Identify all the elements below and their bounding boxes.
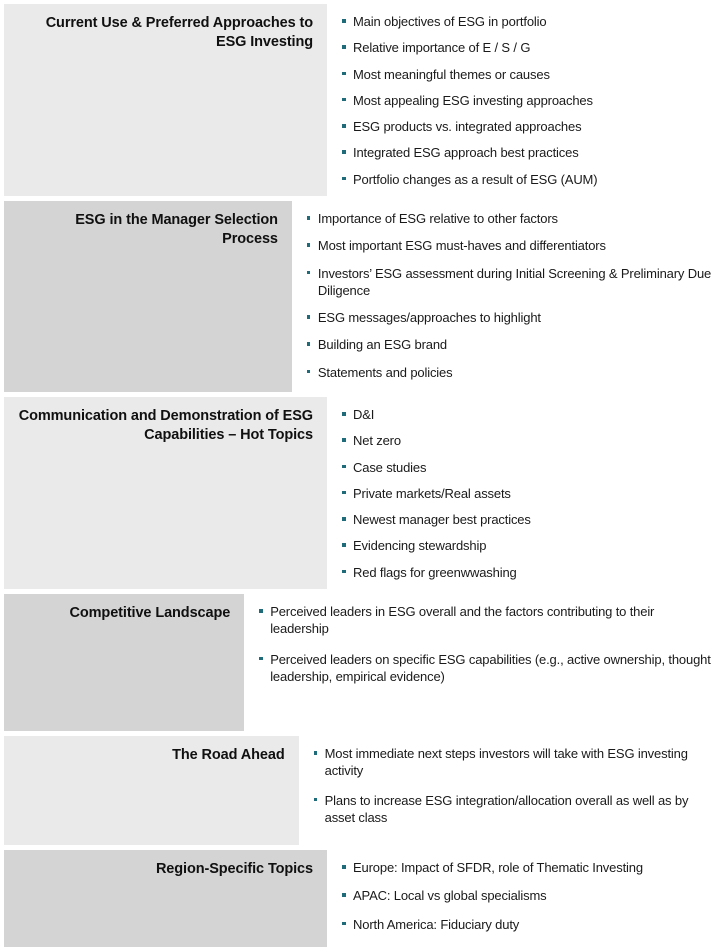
topic-bullets-cell bbox=[332, 850, 720, 947]
topic-label-cell bbox=[4, 594, 244, 731]
bullet-square-icon bbox=[342, 893, 346, 897]
bullet-square-icon bbox=[314, 751, 318, 755]
bullet-square-icon bbox=[342, 177, 346, 181]
bullet-square-icon bbox=[342, 19, 346, 23]
topic-bullet-text: Perceived leaders on specific ESG capabilities (e.g., active ownership, thought leadership, empirical evidence) bbox=[270, 651, 711, 684]
topic-bullet-item bbox=[342, 432, 712, 449]
topic-bullets-cell bbox=[249, 594, 720, 731]
bullet-square-icon bbox=[342, 570, 346, 574]
topic-bullet-item bbox=[342, 511, 712, 528]
topic-bullet-text: Building an ESG brand bbox=[317, 337, 448, 353]
topic-bullet-item bbox=[342, 144, 712, 161]
topic-bullet-item bbox=[342, 859, 712, 876]
bullet-square-icon bbox=[259, 609, 263, 613]
topic-bullet-item bbox=[342, 118, 712, 135]
topic-bullet-text: D&I bbox=[353, 407, 375, 422]
topic-bullet-text: Newest manager best practices bbox=[353, 512, 531, 528]
topic-bullet-text: Red flags for greenwwashing bbox=[353, 564, 517, 580]
topic-bullet-text: ESG messages/approaches to highlight bbox=[317, 310, 541, 326]
topic-label-cell bbox=[4, 736, 299, 845]
topic-bullet-list bbox=[342, 859, 712, 933]
topic-label-cell bbox=[4, 850, 327, 947]
topic-bullet-item bbox=[342, 39, 712, 56]
bullet-square-icon bbox=[342, 150, 346, 154]
topic-label-cell bbox=[4, 397, 327, 589]
bullet-square-icon bbox=[307, 342, 311, 346]
topic-label-cell bbox=[4, 201, 292, 392]
topic-bullet-text: Most meaningful themes or causes bbox=[353, 66, 550, 82]
topic-bullet-list bbox=[259, 603, 712, 685]
topic-label: Communication and Demonstration of ESG Capabilities – Hot Topics bbox=[18, 408, 313, 443]
topic-bullet-text: APAC: Local vs global specialisms bbox=[353, 888, 547, 904]
topic-bullet-text: Relative importance of E / S / G bbox=[353, 40, 531, 56]
topic-bullet-text: Net zero bbox=[353, 433, 401, 449]
topic-bullet-item bbox=[342, 406, 712, 423]
bullet-square-icon bbox=[314, 798, 318, 802]
topic-bullet-list bbox=[314, 745, 712, 826]
topic-bullet-text: Private markets/Real assets bbox=[353, 485, 511, 501]
topic-bullet-item bbox=[307, 210, 712, 227]
bullet-square-icon bbox=[307, 216, 311, 220]
topic-bullet-item bbox=[342, 459, 712, 476]
topic-bullet-text: Importance of ESG relative to other factors bbox=[317, 211, 558, 226]
topic-bullet-list bbox=[342, 406, 712, 581]
topic-bullet-text: Europe: Impact of SFDR, role of Thematic Investing bbox=[353, 860, 643, 875]
topic-label: Current Use & Preferred Approaches to ESG Investing bbox=[45, 15, 313, 50]
topic-bullet-item bbox=[307, 309, 712, 326]
bullet-square-icon bbox=[342, 98, 346, 102]
bullet-square-icon bbox=[307, 243, 311, 247]
topic-bullet-item bbox=[259, 651, 712, 686]
topic-bullet-item bbox=[342, 13, 712, 30]
topic-bullet-text: Portfolio changes as a result of ESG (AUM) bbox=[353, 171, 598, 187]
bullet-square-icon bbox=[342, 72, 346, 76]
topic-row bbox=[0, 4, 720, 196]
topic-label-cell bbox=[4, 4, 327, 196]
bullet-square-icon bbox=[342, 517, 346, 521]
topic-row bbox=[0, 594, 720, 731]
topic-bullets-cell bbox=[332, 397, 720, 589]
topic-bullet-text: Most appealing ESG investing approaches bbox=[353, 92, 593, 108]
topic-bullets-cell bbox=[297, 201, 720, 392]
topic-bullet-item bbox=[314, 792, 712, 827]
topic-label: Region-Specific Topics bbox=[155, 861, 313, 877]
topic-bullet-list bbox=[342, 13, 712, 188]
topic-bullet-item bbox=[307, 364, 712, 381]
topic-label: Competitive Landscape bbox=[69, 605, 231, 621]
topic-bullet-item bbox=[342, 92, 712, 109]
topic-bullet-text: Investors’ ESG assessment during Initial Screening & Preliminary Due Diligence bbox=[317, 265, 712, 298]
bullet-square-icon bbox=[342, 412, 346, 416]
topic-bullet-text: Case studies bbox=[353, 459, 427, 475]
bullet-square-icon bbox=[342, 124, 346, 128]
topic-bullets-cell bbox=[332, 4, 720, 196]
topic-row bbox=[0, 201, 720, 392]
topic-bullet-item bbox=[342, 564, 712, 581]
bullet-square-icon bbox=[342, 543, 346, 547]
bullet-square-icon bbox=[342, 491, 346, 495]
topic-bullet-text: Evidencing stewardship bbox=[353, 538, 487, 554]
topic-label: The Road Ahead bbox=[172, 747, 285, 763]
bullet-square-icon bbox=[342, 865, 346, 869]
topic-bullet-text: North America: Fiduciary duty bbox=[353, 916, 520, 932]
topic-bullet-text: Integrated ESG approach best practices bbox=[353, 145, 579, 161]
topic-bullet-item bbox=[307, 237, 712, 254]
topic-bullet-item bbox=[342, 485, 712, 502]
topic-bullet-item bbox=[342, 537, 712, 554]
topic-bullet-text: ESG products vs. integrated approaches bbox=[353, 119, 582, 135]
topic-bullet-list bbox=[307, 210, 712, 381]
bullet-square-icon bbox=[307, 271, 311, 275]
topic-bullet-item bbox=[342, 171, 712, 188]
topic-bullet-item bbox=[342, 887, 712, 904]
bullet-square-icon bbox=[342, 922, 346, 926]
topic-bullet-text: Most immediate next steps investors will take with ESG investing activity bbox=[324, 746, 688, 779]
bullet-square-icon bbox=[342, 438, 346, 442]
topic-bullet-item bbox=[342, 916, 712, 933]
topic-bullet-item bbox=[307, 265, 712, 300]
topic-bullet-text: Perceived leaders in ESG overall and the factors contributing to their leadership bbox=[270, 604, 655, 637]
bullet-square-icon bbox=[342, 45, 346, 49]
topic-label: ESG in the Manager Selection Process bbox=[75, 212, 278, 247]
topic-row bbox=[0, 850, 720, 947]
bullet-square-icon bbox=[307, 315, 311, 319]
topic-bullet-item bbox=[314, 745, 712, 780]
topic-bullets-cell bbox=[304, 736, 720, 845]
bullet-square-icon bbox=[342, 465, 346, 469]
topic-row bbox=[0, 736, 720, 845]
topic-bullet-item bbox=[307, 336, 712, 353]
topic-bullet-text: Most important ESG must-haves and differentiators bbox=[317, 238, 606, 254]
bullet-square-icon bbox=[307, 370, 311, 374]
topic-bullet-text: Statements and policies bbox=[317, 364, 453, 380]
topic-row bbox=[0, 397, 720, 589]
topic-bullet-text: Main objectives of ESG in portfolio bbox=[353, 14, 547, 29]
topic-bullet-text: Plans to increase ESG integration/allocation overall as well as by asset class bbox=[324, 792, 689, 825]
topic-bullet-item bbox=[259, 603, 712, 638]
bullet-square-icon bbox=[259, 657, 263, 661]
topic-bullet-item bbox=[342, 66, 712, 83]
